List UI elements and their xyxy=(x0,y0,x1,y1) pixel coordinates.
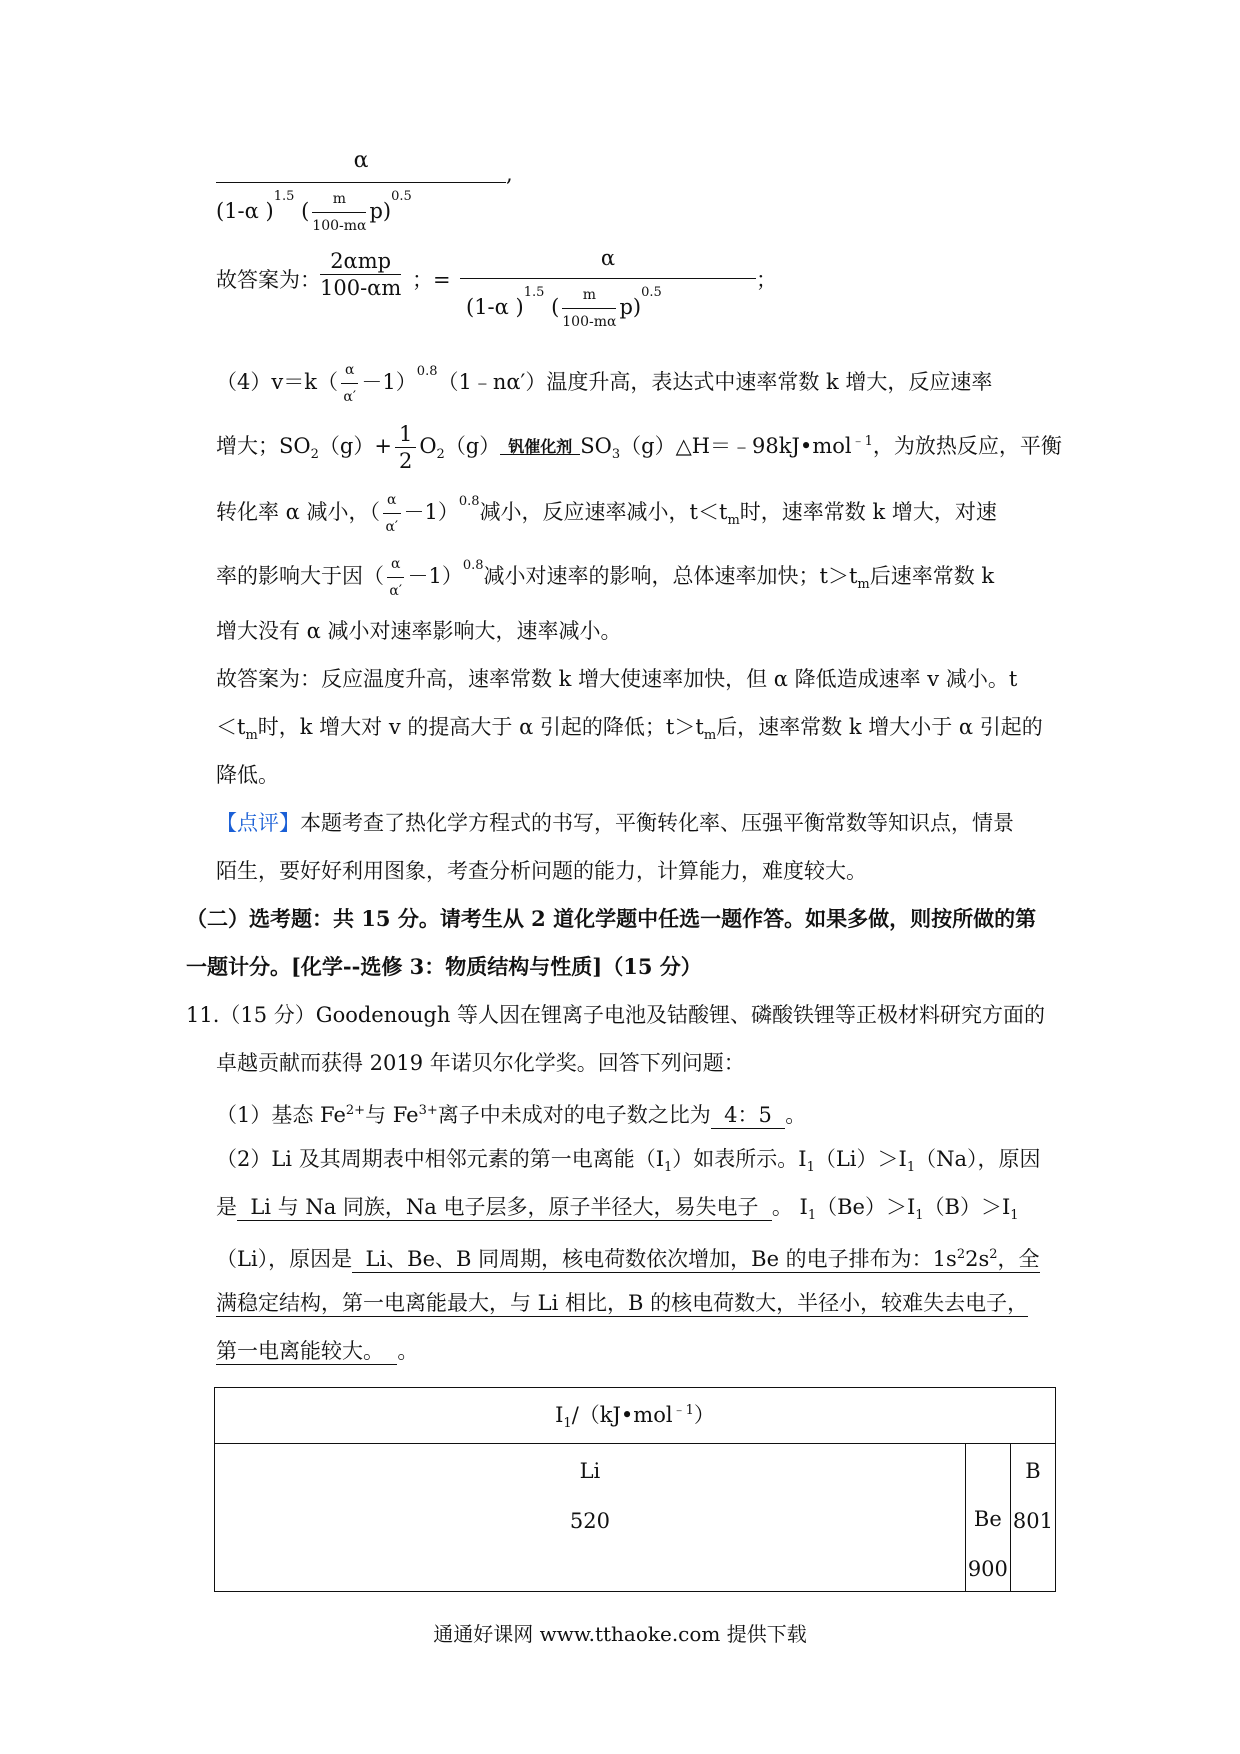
top-formula-paren: ( xyxy=(301,199,310,223)
part4-line1: （4）v＝k（ $\frac{\alpha}{\alpha'}$ －1）$^{0.8}$（1﹣nα′）温度升高，表达式中速率常数 k 增大，反应速率 xyxy=(216,357,992,410)
answer-1-sep: ；= xyxy=(412,268,451,292)
q11-part2-answer2: Li、Be、B 同周期，核电荷数依次增加，Be 的电子排布为：$1s^22s^2$，全 xyxy=(352,1247,1040,1271)
top-formula-exp1: 1.5 xyxy=(273,189,295,204)
answer-1-exp2: 0.5 xyxy=(641,285,662,300)
q11-part2-answer1: Li 与 Na 同族，Na 电子层多，原子半径大，易失电子 xyxy=(237,1195,772,1219)
top-formula-exp2: 0.5 xyxy=(391,189,412,204)
answer-1-label: 故答案为： xyxy=(216,268,321,292)
top-formula-num: α xyxy=(353,148,369,173)
page-footer: 通通好课网 www.tthaoke.com 提供下载 xyxy=(433,1622,807,1646)
q11-part2-line5: 第一电离能较大。 。 xyxy=(216,1339,419,1363)
answer-1-tail: ； xyxy=(756,268,777,292)
comment-line2: 陌生，要好好利用图象，考查分析问题的能力，计算能力，难度较大。 xyxy=(216,859,867,883)
answer-2-line2: $<t_m$时，k 增大对 v 的提高大于 α 引起的降低；$t>t_m$后，速率常数 k 增大小于 α 引起的 xyxy=(216,715,1043,744)
answer-1-den: (1-α ) xyxy=(466,295,524,319)
part4-line2: 增大；$SO_2(g)+$ $\frac{1}{2}$ $O_2(g)$ 钒催化剂 $SO_3(g)\triangle H=﹣98kJ•mol^{﹣1}$，为放热反应，平衡 xyxy=(216,422,1062,473)
answer-2-line3: 降低。 xyxy=(216,763,279,787)
answer-1-num: α xyxy=(600,246,616,270)
q11-line2: 卓越贡献而获得 2019 年诺贝尔化学奖。回答下列问题： xyxy=(216,1051,745,1075)
ionization-energy-table xyxy=(214,1387,1056,1592)
q11-part2-line2: 是 Li 与 Na 同族，Na 电子层多，原子半径大，易失电子 。 $I_1(Be)>I_1(B)>I_1$ xyxy=(216,1195,1019,1224)
q11-line1: 11.（15 分）Goodenough 等人因在锂离子电池及钴酸锂、磷酸铁锂等正极材料研究方面的 xyxy=(186,1003,1046,1027)
table-cell-be: Be 900 xyxy=(965,1444,1010,1592)
section-line1: （二）选考题：共 15 分。请考生从 2 道化学题中任选一题作答。如果多做，则按所做的第 xyxy=(186,906,1037,931)
answer-1-p: p) xyxy=(619,295,642,319)
top-formula-comma: , xyxy=(506,162,513,186)
top-formula-den: (1-α ) xyxy=(216,199,274,223)
table-cell-b: B 801 xyxy=(1010,1444,1055,1592)
q11-part2-line3: （Li），原因是 Li、Be、B 同周期，核电荷数依次增加，Be 的电子排布为：$1s^22s^2$，全 xyxy=(216,1247,1040,1271)
top-formula-p: p) xyxy=(369,199,392,223)
part4-line3: 转化率 α 减小，（ $\frac{\alpha}{\alpha'}$ －1）$^{0.8}$减小，反应速率减小，$t<t_m$时，速率常数 k 增大，对速 xyxy=(216,487,997,540)
part4-line5: 增大没有 α 减小对速率影响大，速率减小。 xyxy=(216,619,622,643)
answer-1-exp1: 1.5 xyxy=(523,285,545,300)
answer-1-inner-frac: $\frac{m}{100-m\alpha}$ xyxy=(562,282,616,335)
part4-line4: 率的影响大于因（ $\frac{\alpha}{\alpha'}$ －1）$^{0.8}$减小对速率的影响，总体速率加快；$t>t_m$后速率常数 k xyxy=(216,551,994,604)
top-formula-inner-frac: $\frac{m}{100-m\alpha}$ xyxy=(312,186,366,239)
comment-line1: 【点评】本题考查了热化学方程式的书写，平衡转化率、压强平衡常数等知识点，情景 xyxy=(216,811,1014,835)
table-header: $I_1/(kJ•mol^{﹣1})$ xyxy=(215,1388,1056,1444)
q11-part1: （1）基态 $Fe^{2+}$与 $Fe^{3+}$离子中未成对的电子数之比为 4：5 。 xyxy=(216,1103,807,1127)
section-line2: 一题计分。[化学--选修 3：物质结构与性质]（15 分） xyxy=(186,954,702,979)
answer-2-line1: 故答案为：反应温度升高，速率常数 k 增大使速率加快，但 α 降低造成速率 v 减小。t xyxy=(216,667,1018,691)
answer-1-frac: 2αmp 100-αm xyxy=(320,249,402,300)
q11-part1-answer: 4：5 xyxy=(710,1103,786,1127)
comment-tag: 【点评】 xyxy=(216,811,300,835)
q11-part2-line1: （2）Li 及其周期表中相邻元素的第一电离能$(I_1)$如表所示。$I_1(Li)>I_1(Na)$，原因 xyxy=(216,1147,1041,1176)
table-cell-li: Li 520 xyxy=(215,1444,966,1592)
q11-part2-line4: 满稳定结构，第一电离能最大，与 Li 相比，B 的核电荷数大，半径小，较难失去电子， xyxy=(216,1291,1029,1315)
